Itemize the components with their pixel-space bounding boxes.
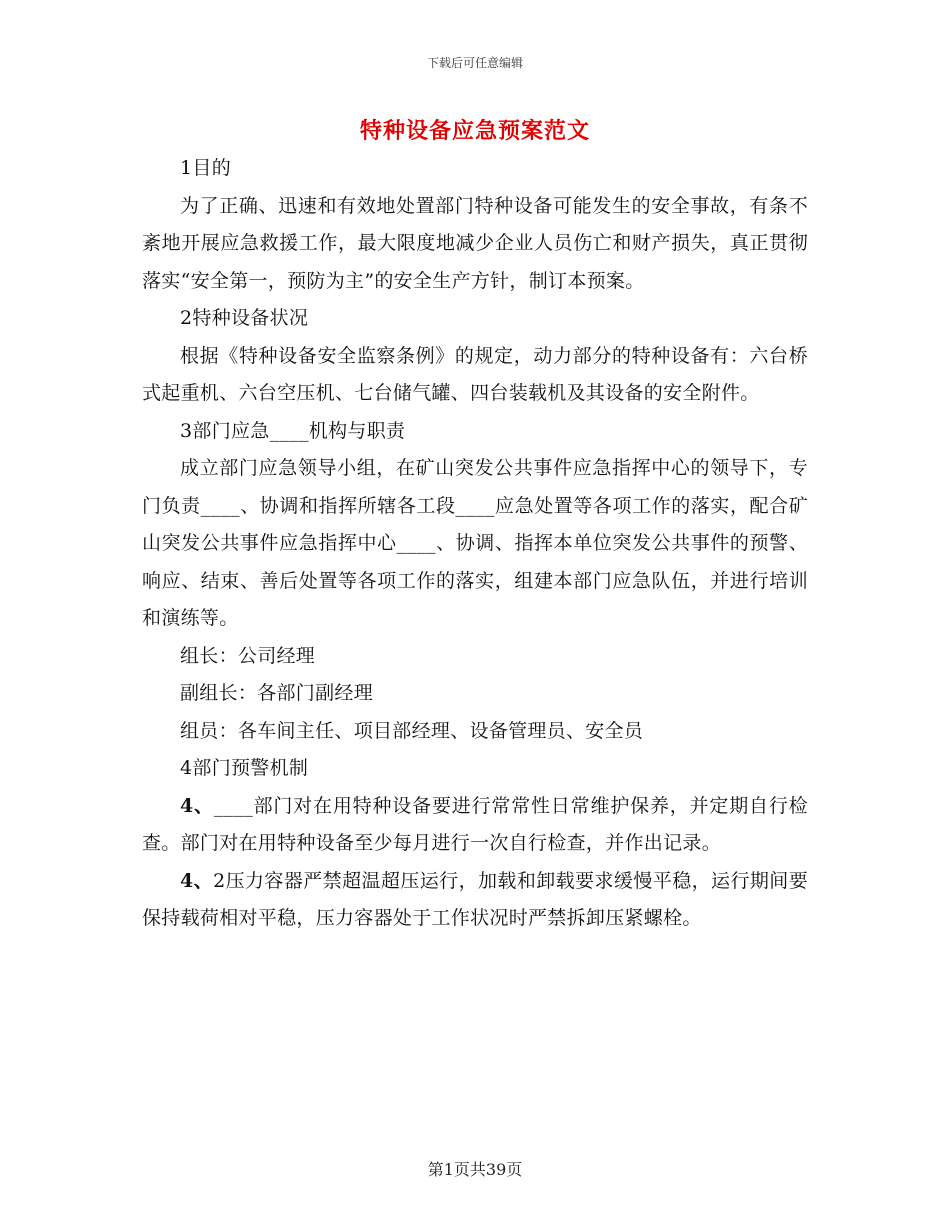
item-text: 2压力容器严禁超温超压运行，加载和卸载要求缓慢平稳，运行期间要保持载荷相对平稳，压力容器处于工作状况时严禁拆卸压紧螺栓。 <box>142 869 808 929</box>
item-text: ____部门对在用特种设备要进行常常性日常维护保养，并定期自行检查。部门对在用特种设备至少每月进行一次自行检查，并作出记录。 <box>142 794 808 854</box>
section-heading-2: 2特种设备状况 <box>180 307 309 329</box>
paragraph-deputy-leader: 副组长：各部门副经理 <box>180 682 374 704</box>
paragraph-organization: 成立部门应急领导小组，在矿山突发公共事件应急指挥中心的领导下，专门负责____、协调和指挥所辖各工段____应急处置等各项工作的落实，配合矿山突发公共事件应急指挥中心____、协调、指挥本单位突发公共事件的预警、响应、结束、善后处置等各项工作的落实，组建本部门应急队伍，并进行培训和演练等。 <box>142 457 808 629</box>
section-heading-3: 3部门应急____机构与职责 <box>180 419 406 442</box>
document-title: 特种设备应急预案范文 <box>359 118 590 144</box>
paragraph-maintenance <box>142 788 808 863</box>
section-heading-4: 4部门预警机制 <box>180 757 309 779</box>
item-lead: 4、 <box>180 869 214 892</box>
page-header: 下载后可任意编辑 <box>426 56 523 70</box>
document-body <box>142 150 808 938</box>
paragraph-pressure-vessel <box>142 863 808 938</box>
paragraph-leader: 组长：公司经理 <box>180 644 316 667</box>
page-footer: 第1页共39页 <box>427 1160 523 1179</box>
paragraph-purpose: 为了正确、迅速和有效地处置部门特种设备可能发生的安全事故，有条不紊地开展应急救援工作，最大限度地减少企业人员伤亡和财产损失，真正贯彻落实“安全第一，预防为主”的安全生产方针，制订本预案。 <box>142 194 808 292</box>
item-lead: 4、 <box>180 794 214 817</box>
section-heading-1: 1目的 <box>180 157 231 179</box>
paragraph-members: 组员：各车间主任、项目部经理、设备管理员、安全员 <box>180 719 644 742</box>
paragraph-equipment: 根据《特种设备安全监察条例》的规定，动力部分的特种设备有：六台桥式起重机、六台空压机、七台储气罐、四台装载机及其设备的安全附件。 <box>142 344 808 404</box>
